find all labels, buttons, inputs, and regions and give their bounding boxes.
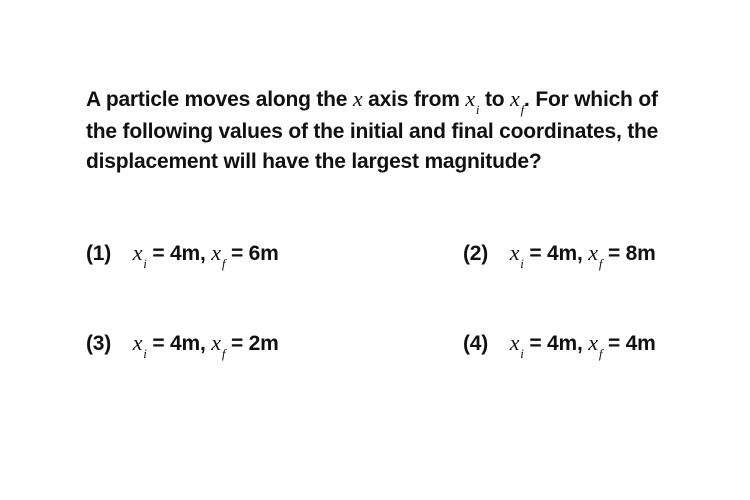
variable-x-initial: x: [465, 86, 475, 111]
subscript-f: f: [520, 102, 525, 117]
variable-x: x: [352, 86, 363, 111]
option-number: (1): [86, 242, 112, 265]
option-final-value: = 2m: [230, 332, 279, 355]
subscript-i: i: [520, 346, 524, 361]
option-initial-value: = 4m,: [152, 332, 206, 355]
variable-x-final: x: [510, 86, 520, 111]
variable-x-final: x: [588, 330, 598, 355]
option-number: (3): [86, 332, 112, 355]
variable-x-initial: x: [132, 330, 143, 355]
option-number: (2): [463, 242, 489, 265]
option-initial-value: = 4m,: [529, 332, 583, 355]
variable-x-final: x: [588, 240, 598, 265]
option-initial-value: = 4m,: [152, 242, 206, 265]
question-text-segment: axis from: [368, 88, 460, 111]
question-text-segment: A particle moves along the: [86, 88, 348, 111]
option-initial-value: = 4m,: [529, 242, 583, 265]
question-text-segment: . For which of: [524, 88, 658, 111]
option-final-value: = 4m: [607, 332, 656, 355]
option-2[interactable]: [463, 240, 656, 271]
option-1[interactable]: [86, 240, 279, 271]
question-line-1: [86, 84, 686, 117]
variable-x-initial: x: [132, 240, 143, 265]
subscript-f: f: [598, 346, 603, 361]
variable-x-final: x: [211, 240, 221, 265]
option-final-value: = 8m: [607, 242, 656, 265]
variable-x-final: x: [211, 330, 221, 355]
option-4[interactable]: [463, 330, 656, 361]
option-3[interactable]: [86, 330, 279, 361]
question-text-segment: to: [484, 88, 505, 111]
question-line-2: the following values of the initial and final coordinates, the: [86, 120, 659, 143]
variable-x-initial: x: [509, 330, 520, 355]
subscript-i: i: [475, 102, 480, 117]
subscript-i: i: [143, 346, 147, 361]
subscript-i: i: [520, 256, 524, 271]
question-line-3: displacement will have the largest magnitude?: [86, 150, 542, 173]
subscript-i: i: [143, 256, 147, 271]
question-text: [86, 84, 686, 177]
subscript-f: f: [598, 256, 603, 271]
variable-x-initial: x: [509, 240, 520, 265]
option-final-value: = 6m: [230, 242, 279, 265]
subscript-f: f: [221, 256, 226, 271]
subscript-f: f: [221, 346, 226, 361]
option-number: (4): [463, 332, 489, 355]
